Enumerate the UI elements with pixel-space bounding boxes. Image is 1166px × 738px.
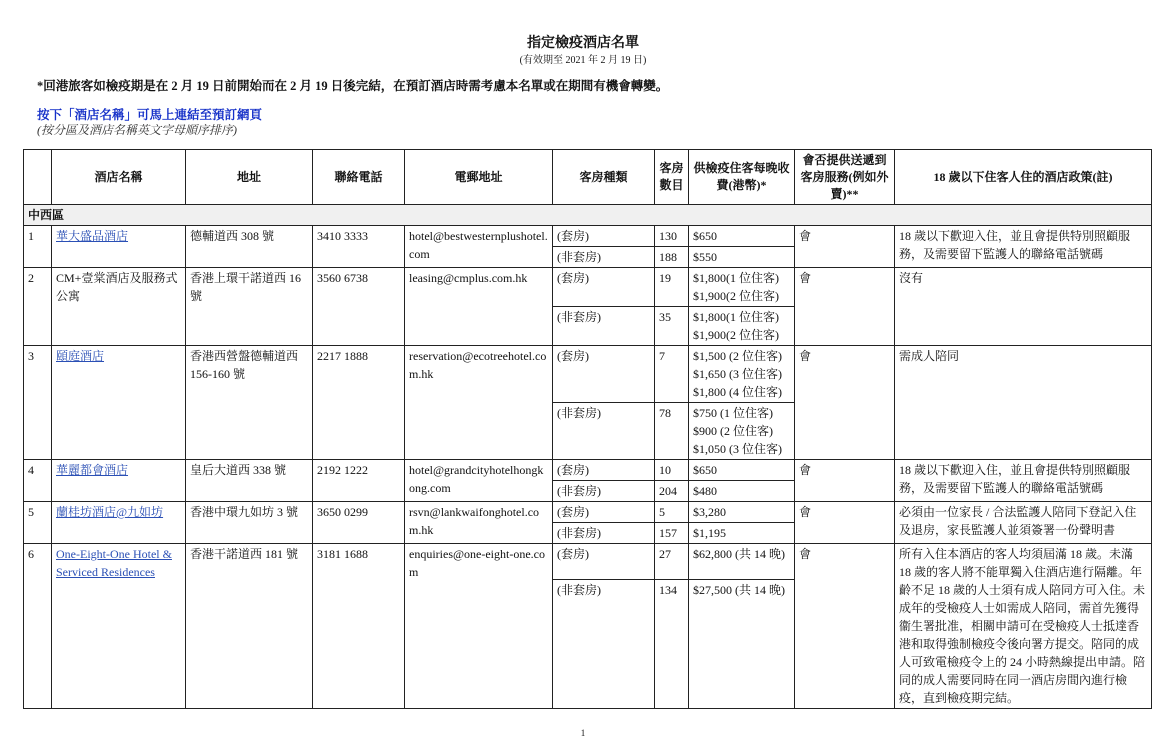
room-count: 27 — [655, 544, 689, 580]
hotel-phone: 3410 3333 — [313, 226, 405, 268]
price-line: $650 — [693, 229, 717, 243]
hotel-email: reservation@ecotreehotel.com.hk — [405, 346, 553, 460]
hotel-number: 1 — [24, 226, 52, 268]
room-price — [689, 346, 795, 403]
table-row — [24, 544, 1152, 580]
district-row — [24, 205, 1152, 226]
room-count: 188 — [655, 247, 689, 268]
table-row — [24, 346, 1152, 403]
minor-policy: 沒有 — [895, 268, 1152, 346]
room-count: 78 — [655, 403, 689, 460]
hotel-name-link[interactable]: 華大盛品酒店 — [56, 229, 129, 243]
room-count: 204 — [655, 481, 689, 502]
room-price — [689, 580, 795, 709]
room-count: 134 — [655, 580, 689, 709]
hotel-name-link[interactable]: 蘭桂坊酒店@九如坊 — [56, 505, 164, 519]
minor-policy: 需成人陪同 — [895, 346, 1152, 460]
price-line: $1,800 (4 位住客) — [693, 385, 782, 399]
price-line: $3,280 — [693, 505, 726, 519]
table-row — [24, 502, 1152, 523]
hotel-email: rsvn@lankwaifonghotel.com.hk — [405, 502, 553, 544]
room-type: (套房) — [553, 226, 655, 247]
room-count: 10 — [655, 460, 689, 481]
price-line: $900 (2 位住客) — [693, 424, 773, 438]
hotel-name-cell — [52, 268, 186, 346]
delivery-service: 會 — [795, 544, 895, 709]
room-price — [689, 481, 795, 502]
hotel-name-cell — [52, 460, 186, 502]
price-line: $1,800(1 位住客) — [693, 271, 779, 285]
price-line: $1,900(2 位住客) — [693, 328, 779, 342]
price-line: $1,050 (3 位住客) — [693, 442, 782, 456]
table-row — [24, 226, 1152, 247]
room-count: 157 — [655, 523, 689, 544]
room-type: (非套房) — [553, 580, 655, 709]
hotel-address: 香港西營盤德輔道西 156-160 號 — [186, 346, 313, 460]
page-number: 1 — [580, 728, 586, 738]
hotel-email: enquiries@one-eight-one.com — [405, 544, 553, 709]
price-line: $550 — [693, 250, 717, 264]
hotel-email: leasing@cmplus.com.hk — [405, 268, 553, 346]
room-price — [689, 460, 795, 481]
table-header-row — [24, 150, 1152, 205]
price-line: $1,800(1 位住客) — [693, 310, 779, 324]
room-type: (非套房) — [553, 307, 655, 346]
room-price — [689, 502, 795, 523]
room-type: (非套房) — [553, 523, 655, 544]
minor-policy: 18 歲以下歡迎入住，並且會提供特別照顧服務，及需要留下監護人的聯絡電話號碼 — [895, 460, 1152, 502]
delivery-service: 會 — [795, 346, 895, 460]
room-type: (套房) — [553, 544, 655, 580]
room-count: 35 — [655, 307, 689, 346]
col-header-room-type: 客房種類 — [553, 150, 655, 205]
room-count: 5 — [655, 502, 689, 523]
minor-policy: 所有入住本酒店的客人均須屆滿 18 歲。未滿 18 歲的客人將不能單獨入住酒店進行隔離。年齡不足 18 歲的人士須有成人陪同方可入住。未成年的受檢疫人士如需成人陪同，需首先獲得衞生署批准，相關申請可在受檢疫人士抵達香港和取得強制檢疫令後向署方提交。陪同的成人可致電檢疫令上的 24 小時熱線提出申請。陪同的成人需要同時在同一酒店房間內進行檢疫，直到檢疫期完結。 — [895, 544, 1152, 709]
price-line: $1,195 — [693, 526, 726, 540]
sort-note: (按分區及酒店名稱英文字母順序排序) — [37, 123, 237, 137]
room-type: (非套房) — [553, 403, 655, 460]
price-line: $1,900(2 位住客) — [693, 289, 779, 303]
hotel-phone: 2192 1222 — [313, 460, 405, 502]
hotel-address: 皇后大道西 338 號 — [186, 460, 313, 502]
delivery-service: 會 — [795, 460, 895, 502]
room-type: (套房) — [553, 346, 655, 403]
price-line: $1,500 (2 位住客) — [693, 349, 782, 363]
hotel-phone: 2217 1888 — [313, 346, 405, 460]
room-price — [689, 523, 795, 544]
col-header-delivery: 會否提供送遞到客房服務(例如外賣)** — [795, 150, 895, 205]
hotel-table — [23, 149, 1152, 709]
hotel-number: 3 — [24, 346, 52, 460]
col-header-room-count: 客房數目 — [655, 150, 689, 205]
room-price — [689, 403, 795, 460]
price-line: $1,650 (3 位住客) — [693, 367, 782, 381]
room-count: 130 — [655, 226, 689, 247]
hotel-email: hotel@bestwesternplushotel.com — [405, 226, 553, 268]
hotel-name-link[interactable]: One-Eight-One Hotel & Serviced Residences — [56, 547, 172, 579]
room-type: (套房) — [553, 268, 655, 307]
col-header-phone: 聯絡電話 — [313, 150, 405, 205]
hotel-name-cell — [52, 346, 186, 460]
price-line: $62,800 (共 14 晚) — [693, 547, 785, 561]
room-type: (非套房) — [553, 247, 655, 268]
delivery-service: 會 — [795, 502, 895, 544]
col-header-hotel-name: 酒店名稱 — [52, 150, 186, 205]
hotel-phone: 3650 0299 — [313, 502, 405, 544]
hotel-name-cell — [52, 226, 186, 268]
minor-policy: 18 歲以下歡迎入住，並且會提供特別照顧服務，及需要留下監護人的聯絡電話號碼 — [895, 226, 1152, 268]
district-label: 中西區 — [24, 205, 1152, 226]
room-count: 7 — [655, 346, 689, 403]
hotel-address: 香港干諾道西 181 號 — [186, 544, 313, 709]
document-title: 指定檢疫酒店名單 — [527, 36, 639, 51]
hotel-number: 4 — [24, 460, 52, 502]
validity-note: (有效期至 2021 年 2 月 19 日) — [519, 55, 647, 66]
room-type: (套房) — [553, 460, 655, 481]
hotel-address: 德輔道西 308 號 — [186, 226, 313, 268]
hotel-name-link[interactable]: 頤庭酒店 — [56, 349, 105, 363]
hotel-number: 5 — [24, 502, 52, 544]
room-price — [689, 226, 795, 247]
price-line: $650 — [693, 463, 717, 477]
booking-notice: *回港旅客如檢疫期是在 2 月 19 日前開始而在 2 月 19 日後完結，在預訂酒店時需考慮本名單或在期間有機會轉變。 — [37, 79, 669, 93]
hotel-address: 香港中環九如坊 3 號 — [186, 502, 313, 544]
hotel-number: 6 — [24, 544, 52, 709]
hotel-name-link: CM+壹棠酒店及服務式公寓 — [56, 271, 178, 303]
delivery-service: 會 — [795, 226, 895, 268]
col-header-email: 電郵地址 — [405, 150, 553, 205]
minor-policy: 必須由一位家長 / 合法監護人陪同下登記入住及退房，家長監護人並須簽署一份聲明書 — [895, 502, 1152, 544]
room-price — [689, 544, 795, 580]
hotel-name-link[interactable]: 華麗都會酒店 — [56, 463, 129, 477]
hotel-address: 香港上環干諾道西 16 號 — [186, 268, 313, 346]
room-price — [689, 268, 795, 307]
room-type: (套房) — [553, 502, 655, 523]
hotel-email: hotel@grandcityhotelhongkong.com — [405, 460, 553, 502]
room-price — [689, 307, 795, 346]
hotel-number: 2 — [24, 268, 52, 346]
col-header-no — [24, 150, 52, 205]
room-type: (非套房) — [553, 481, 655, 502]
price-line: $480 — [693, 484, 717, 498]
delivery-service: 會 — [795, 268, 895, 346]
hotel-name-cell — [52, 502, 186, 544]
col-header-address: 地址 — [186, 150, 313, 205]
table-row — [24, 268, 1152, 307]
price-line: $750 (1 位住客) — [693, 406, 773, 420]
hotel-name-cell — [52, 544, 186, 709]
hotel-phone: 3181 1688 — [313, 544, 405, 709]
price-line: $27,500 (共 14 晚) — [693, 583, 785, 597]
col-header-policy: 18 歲以下住客人住的酒店政策(註) — [895, 150, 1152, 205]
link-instruction: 按下「酒店名稱」可馬上連結至預訂網頁 — [37, 108, 263, 122]
col-header-price: 供檢疫住客每晚收費(港幣)* — [689, 150, 795, 205]
room-price — [689, 247, 795, 268]
room-count: 19 — [655, 268, 689, 307]
hotel-phone: 3560 6738 — [313, 268, 405, 346]
table-row — [24, 460, 1152, 481]
